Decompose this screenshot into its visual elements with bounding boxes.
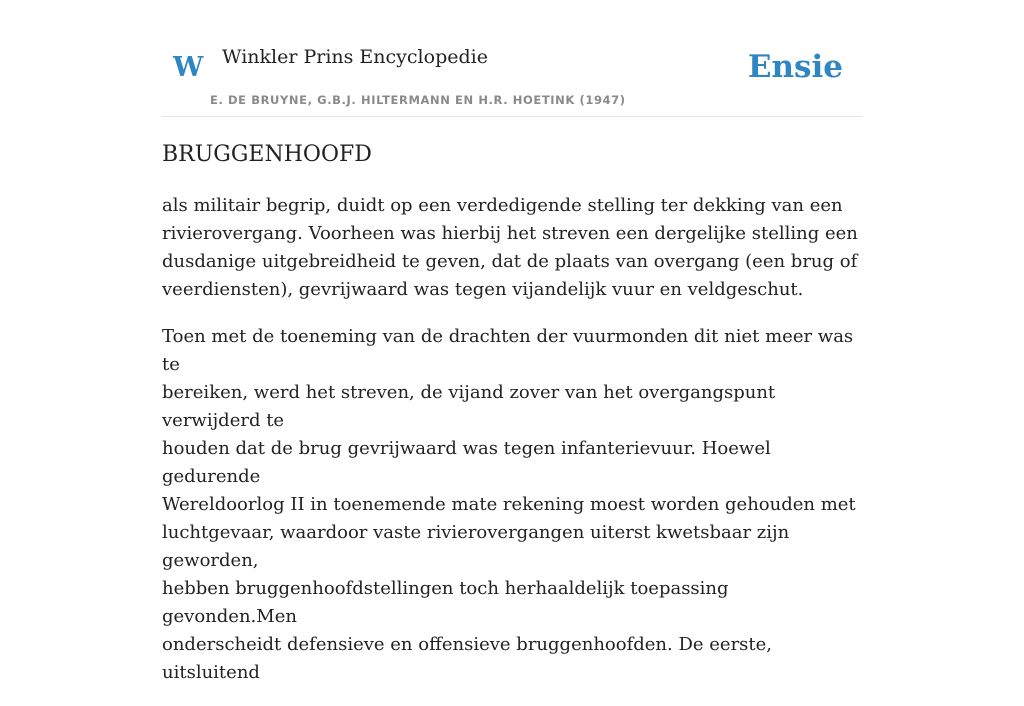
text-line: als militair begrip, duidt op een verdedigende stelling ter dekking van een [162, 195, 843, 216]
text-line: bereiken, werd het streven, de vijand zover van het overgangspunt verwijderd te [162, 382, 776, 431]
entry-title: BRUGGENHOOFD [162, 142, 372, 167]
text-line: Wereldoorlog II in toenemende mate rekening moest worden gehouden met [162, 494, 856, 515]
source-authors: E. DE BRUYNE, G.B.J. HILTERMANN EN H.R. HOETINK (1947) [210, 93, 626, 107]
site-header [162, 0, 862, 117]
paragraph [162, 192, 862, 304]
text-line: dusdanige uitgebreidheid te geven, dat de plaats van overgang (een brug of [162, 251, 858, 272]
text-line: luchtgevaar, waardoor vaste rivierovergangen uiterst kwetsbaar zijn geworden, [162, 522, 790, 571]
winkler-prins-logo[interactable]: W [173, 52, 204, 83]
text-line: veerdiensten), gevrijwaard was tegen vijandelijk vuur en veldgeschut. [162, 279, 804, 300]
source-title[interactable]: Winkler Prins Encyclopedie [222, 46, 488, 68]
text-line: rivierovergang. Voorheen was hierbij het streven een dergelijke stelling een [162, 223, 858, 244]
text-line: houden dat de brug gevrijwaard was tegen infanterievuur. Hoewel gedurende [162, 438, 771, 487]
ensie-logo[interactable]: Ensie [747, 49, 843, 85]
text-line: hebben bruggenhoofdstellingen toch herhaaldelijk toepassing gevonden.Men [162, 578, 729, 627]
text-line: onderscheidt defensieve en offensieve bruggenhoofden. De eerste, uitsluitend [162, 634, 773, 683]
entry-body [162, 192, 862, 706]
paragraph [162, 323, 862, 687]
text-line: Toen met de toeneming van de drachten der vuurmonden dit niet meer was te [162, 326, 854, 375]
